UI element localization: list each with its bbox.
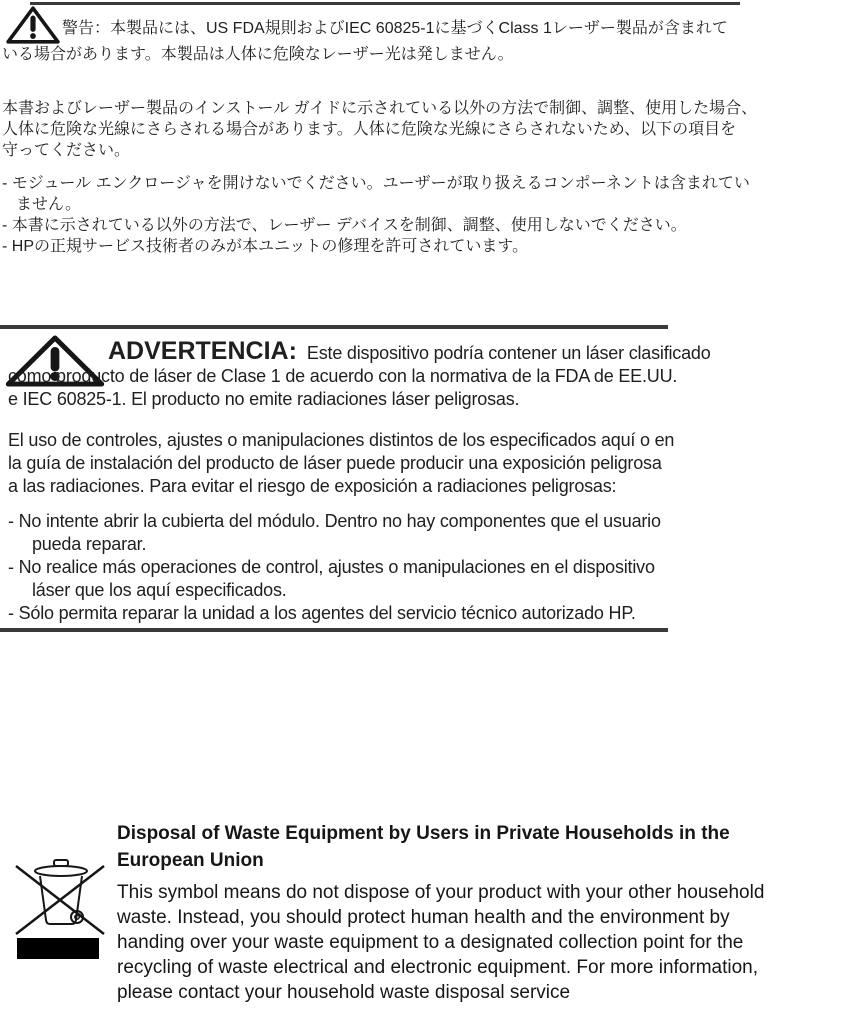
- disposal-text-line: This symbol means do not dispose of your product with your other household: [117, 882, 765, 903]
- disposal-text-line: waste. Instead, you should protect human health and the environment by: [117, 907, 730, 928]
- warning-text: Este dispositivo podría contener un láser clasificado: [306, 343, 711, 363]
- warning-text-line: [108, 337, 711, 365]
- disposal-text-line: handing over your waste equipment to a designated collection point for the: [117, 932, 744, 953]
- section-divider-rule: [0, 628, 668, 632]
- list-item-line: - モジュール エンクロージャを開けないでください。ユーザーが取り扱えるコンポーネントは含まれてい: [2, 175, 750, 192]
- spanish-laser-warning-section: [8, 337, 711, 625]
- warning-text-line: 人体に危険な光線にさらされる場合があります。人体に危険な光線にさらされないため、以下の項目を: [2, 121, 737, 138]
- warning-text-line: a las radiaciones. Para evitar el riesgo de exposición a radiaciones peligrosas:: [8, 476, 617, 496]
- disposal-heading-line: European Union: [117, 850, 264, 871]
- section-divider-rule: [0, 325, 668, 329]
- warning-text-line: e IEC 60825-1. El producto no emite radiaciones láser peligrosas.: [8, 389, 520, 409]
- japanese-laser-warning-section: [2, 12, 802, 257]
- warning-text-line: 守ってください。: [2, 142, 131, 159]
- list-item-line: ません。: [16, 196, 81, 213]
- disposal-heading-line: Disposal of Waste Equipment by Users in Private Households in the: [117, 823, 730, 844]
- warning-paragraph: [2, 98, 802, 161]
- weee-crossed-out-wheeled-bin-icon: [14, 856, 106, 936]
- eu-disposal-section: [117, 820, 797, 1005]
- list-item-line: - HPの正規サービス技術者のみが本ユニットの修理を許可されています。: [2, 238, 529, 255]
- disposal-text-line: please contact your household waste disposal service: [117, 982, 571, 1003]
- disposal-body: [117, 880, 797, 1005]
- top-rule: [30, 2, 740, 5]
- warning-text-line: como producto de láser de Clase 1 de acuerdo con la normativa de la FDA de EE.UU.: [8, 366, 678, 386]
- list-item-line: láser que los aquí especificados.: [32, 580, 287, 600]
- list-item-line: - No intente abrir la cubierta del módulo. Dentro no hay componentes que el usuario: [8, 511, 661, 531]
- warning-list: [2, 173, 802, 257]
- warning-text-line: いる場合があります。本製品は人体に危険なレーザー光は発しません。: [2, 46, 514, 63]
- weee-black-bar: [17, 938, 99, 959]
- list-item-line: - No realice más operaciones de control, ajustes o manipulaciones en el dispositivo: [8, 557, 655, 577]
- list-item-line: - Sólo permita reparar la unidad a los agentes del servicio técnico autorizado HP.: [8, 603, 636, 623]
- warning-text-line: 本書およびレーザー製品のインストール ガイドに示されている以外の方法で制御、調整、使用した場合、: [2, 100, 758, 117]
- warning-list: [8, 510, 708, 625]
- list-item-line: pueda reparar.: [32, 534, 147, 554]
- warning-text-line: la guía de instalación del producto de láser puede producir una exposición peligrosa: [8, 453, 662, 473]
- list-item-line: - 本書に示されている以外の方法で、レーザー デバイスを制御、調整、使用しないでください。: [2, 217, 687, 234]
- warning-paragraph: [8, 429, 708, 498]
- advertencia-label: ADVERTENCIA:: [108, 337, 297, 365]
- warning-text-line: 警告：本製品には、US FDA規則およびIEC 60825-1に基づくClass 1レーザー製品が含まれて: [62, 20, 728, 37]
- warning-text-line: El uso de controles, ajustes o manipulaciones distintos de los especificados aquí o en: [8, 430, 675, 450]
- disposal-text-line: recycling of waste electrical and electronic equipment. For more information,: [117, 957, 759, 978]
